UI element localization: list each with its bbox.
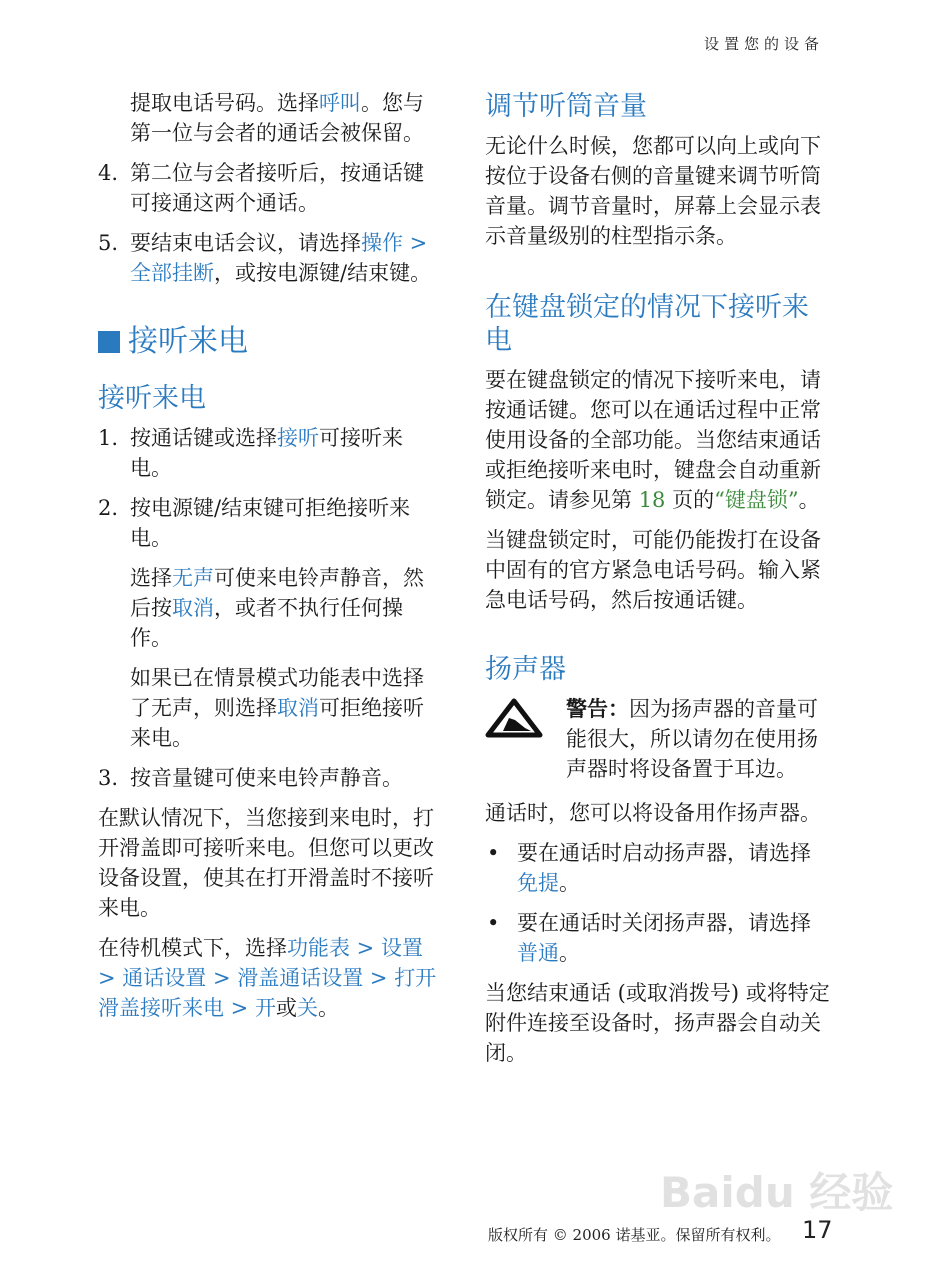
list-item-speaker-on: • 要在通话时启动扬声器，请选择免提。 (487, 841, 811, 895)
paragraph-emergency: 当键盘锁定时，可能仍能拨打在设备中固有的官方紧急电话号码。输入紧急电话号码，然后按通话键。 (485, 528, 821, 612)
link-silence[interactable]: 无声 (172, 566, 214, 590)
list-item-speaker-off: • 要在通话时关闭扬声器，请选择普通。 (487, 911, 811, 965)
list-item-answer-3: 3. 按音量键可使来电铃声静音。 (98, 766, 403, 790)
link-cancel-2[interactable]: 取消 (277, 696, 319, 720)
list-item-step-4: 4. 第二位与会者接听后，按通话键可接通这两个通话。 (98, 161, 424, 215)
link-call-settings[interactable]: 通话设置 (122, 966, 207, 990)
warning-box: 警告：因为扬声器的音量可能很大，所以请勿在使用扬声器时将设备置于耳边。 (485, 694, 830, 784)
copyright-footer: 版权所有 © 2006 诺基亚。保留所有权利。 (488, 1226, 781, 1244)
answer-2-detail-2: 如果已在情景模式功能表中选择了无声，则选择取消可拒绝接听来电。 (130, 666, 424, 750)
continued-step: 提取电话号码。选择呼叫。您与第一位与会者的通话会被保留。 (130, 91, 424, 145)
left-column (98, 88, 438, 1023)
blue-square-icon (98, 331, 120, 353)
paragraph-menu-path: 在待机模式下，选择功能表 > 设置 > 通话设置 > 滑盖通话设置 > 打开滑盖接听来电 > 开或关。 (98, 936, 437, 1020)
paragraph-volume: 无论什么时候，您都可以向上或向下按位于设备右侧的音量键来调节听筒音量。调节音量时，屏幕上会显示表示音量级别的柱型指示条。 (485, 134, 821, 248)
heading-keylock-answer: 在键盘锁定的情况下接听来电 (485, 292, 809, 356)
link-on[interactable]: 开 (254, 996, 276, 1020)
list-item-answer-2: 2. 按电源键/结束键可拒绝接听来电。 (98, 496, 411, 550)
section-title: 接听来电 (98, 322, 438, 362)
link-answer[interactable]: 接听 (277, 426, 319, 450)
link-off[interactable]: 关 (296, 996, 318, 1020)
link-slide-settings[interactable]: 滑盖通话设置 (237, 966, 364, 990)
link-menu[interactable]: 功能表 (287, 936, 350, 960)
link-end-all[interactable]: 全部挂断 (130, 261, 214, 285)
paragraph-slide: 在默认情况下，当您接到来电时，打开滑盖即可接听来电。但您可以更改设备设置，使其在打开滑盖时不接听来电。 (98, 806, 434, 920)
link-open-slide-answer[interactable]: 打开滑盖接听来电 (98, 966, 437, 1020)
right-column (485, 90, 830, 1068)
link-keylock[interactable]: “键盘锁” (714, 488, 799, 512)
heading-loudspeaker: 扬声器 (485, 654, 566, 685)
paragraph-speaker-intro: 通话时，您可以将设备用作扬声器。 (485, 801, 821, 825)
page-reference[interactable]: 18 (638, 488, 666, 512)
subsection-title: 接听来电 (98, 383, 206, 414)
link-cancel[interactable]: 取消 (172, 596, 214, 620)
page-number: 17 (802, 1216, 833, 1244)
heading-earpiece-volume: 调节听筒音量 (485, 91, 647, 122)
list-item-answer-1: 1. 按通话键或选择接听可接听来电。 (98, 426, 403, 480)
warning-hand-icon (485, 698, 543, 738)
baidu-watermark: Baidu 经验 (660, 1168, 894, 1217)
link-normal[interactable]: 普通 (517, 941, 559, 965)
link-settings[interactable]: 设置 (380, 936, 423, 960)
paragraph-keylock: 要在键盘锁定的情况下接听来电，请按通话键。您可以在通话过程中正常使用设备的全部功能。当您结束通话或拒绝接听来电时，键盘会自动重新锁定。请参见第 18 页的“键盘锁”。 (485, 368, 821, 512)
link-call[interactable]: 呼叫 (319, 91, 361, 115)
list-item-step-5: 5. 要结束电话会议，请选择操作 > 全部挂断，或按电源键/结束键。 (98, 231, 432, 285)
running-header: 设置您的设备 (703, 35, 824, 53)
link-handsfree[interactable]: 免提 (517, 871, 559, 895)
warning-label: 警告： (566, 696, 629, 721)
link-options[interactable]: 操作 (361, 231, 403, 255)
paragraph-speaker-end: 当您结束通话 (或取消拨号) 或将特定附件连接至设备时，扬声器会自动关闭。 (485, 981, 830, 1065)
answer-2-detail-1: 选择无声可使来电铃声静音，然后按取消，或者不执行任何操作。 (130, 566, 424, 650)
